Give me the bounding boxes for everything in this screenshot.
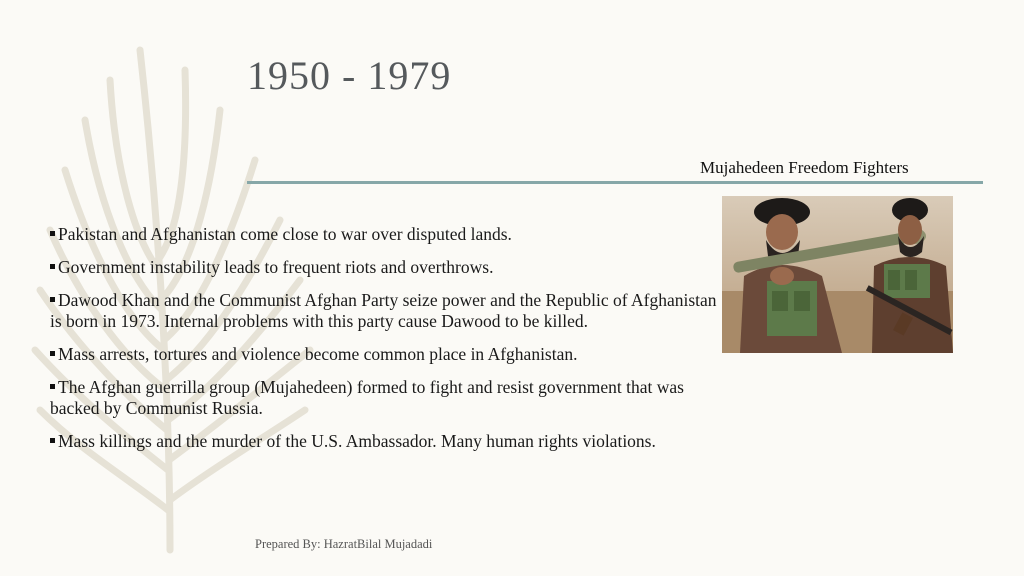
bullet-text: Pakistan and Afghanistan come close to war over disputed lands.: [58, 224, 512, 244]
bullet-text: Mass arrests, tortures and violence become common place in Afghanistan.: [58, 344, 578, 364]
title-divider: [247, 181, 983, 184]
bullet-text: The Afghan guerrilla group (Mujahedeen) formed to fight and resist government that was backed by Communist Russia.: [50, 377, 684, 418]
fighters-photo: [722, 196, 953, 353]
bullet-marker-icon: [50, 438, 55, 443]
fighters-illustration: [722, 196, 953, 353]
bullet-marker-icon: [50, 297, 55, 302]
bullet-item: [50, 290, 720, 332]
bullet-marker-icon: [50, 351, 55, 356]
bullet-item: [50, 431, 720, 452]
bullet-item: [50, 224, 720, 245]
photo-caption: Mujahedeen Freedom Fighters: [700, 158, 909, 177]
bullet-item: [50, 377, 720, 419]
bullet-marker-icon: [50, 264, 55, 269]
bullet-text: Dawood Khan and the Communist Afghan Party seize power and the Republic of Afghanistan is born in 1973. Internal problems with this party cause Dawood to be killed.: [50, 290, 717, 331]
bullet-list: [50, 224, 720, 464]
bullet-item: [50, 257, 720, 278]
bullet-marker-icon: [50, 384, 55, 389]
footer-credit: Prepared By: HazratBilal Mujadadi: [255, 537, 433, 551]
bullet-text: Mass killings and the murder of the U.S. Ambassador. Many human rights violations.: [58, 431, 656, 451]
bullet-text: Government instability leads to frequent riots and overthrows.: [58, 257, 494, 277]
bullet-marker-icon: [50, 231, 55, 236]
bullet-item: [50, 344, 720, 365]
slide-title: 1950 - 1979: [247, 53, 452, 98]
